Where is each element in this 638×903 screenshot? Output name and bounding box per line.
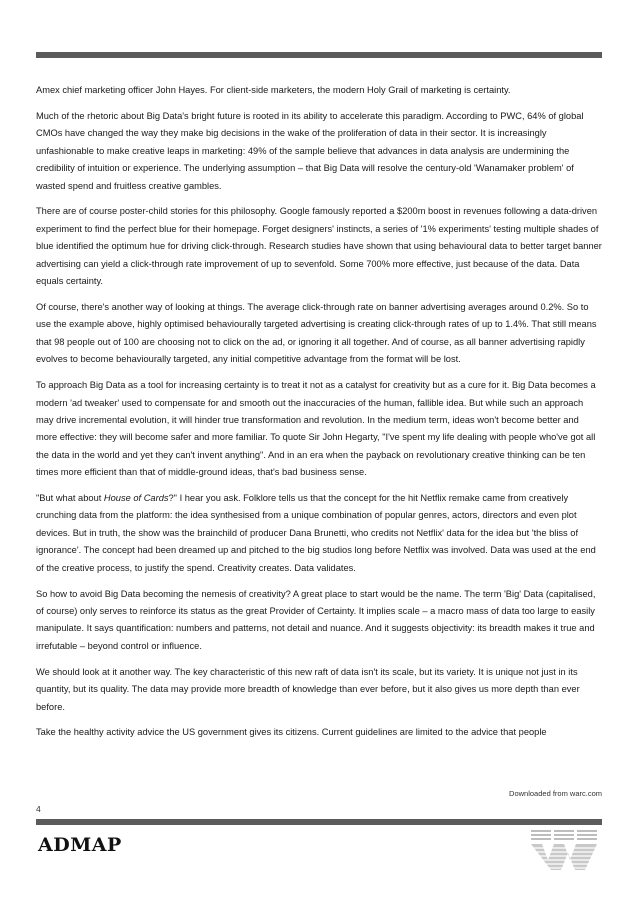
paragraph-3: There are of course poster-child stories for this philosophy. Google famously reported a $200m boost in revenues following a data-driven experiment to find the perfect blue for their homepage. Forget designers' instincts, a series of '1% experiments' testing multiple shades of blue identified the optimum hue for driving click-through. Research studies have shown that using behavioural data to better target banner advertising can yield a click-through rate improvement of up to sevenfold. Some 700% more effective, just because of the data. Data equals certainty.	[36, 206, 602, 287]
downloaded-from-note: Downloaded from warc.com	[509, 789, 602, 798]
title-house-of-cards: House of Cards	[103, 493, 169, 504]
admap-logo: ADMAP	[38, 834, 122, 856]
paragraph-8: We should look at it another way. The key characteristic of this new raft of data isn't its scale, but its variety. It is unique not just in its quantity, but its quality. The data may provide more breadth of knowledge than ever before, but it also gives us more depth than ever before.	[36, 666, 580, 712]
paragraph-7: So how to avoid Big Data becoming the nemesis of creativity? A great place to start would be the name. The term 'Big' Data (capitalised, of course) only serves to reinforce its status as the great Provider of Certainty. It implies scale – a macro mass of data too large to easily manipulate. It says quantification: numbers and patterns, not detail and nuance. And it suggests objectivity: its breadth makes it true and irrefutable – beyond control or influence.	[36, 588, 596, 651]
paragraph-6-rest: ?" I hear you ask. Folklore tells us that the concept for the hit Netflix remake came from creatively crunching data from the platform: the idea synthesised from a unique combination of popular genres, actors, directors and even plot devices. But in truth, the show was the brainchild of producer Dana Brunetti, who credits not Netflix' data for the idea but 'the bliss of ignorance'. The concept had been dreamed up and pitched to the big studios long before Netflix was involved. Data was used at the end of the creative process, to justify the spend. Creativity creates. Data validates.	[36, 493, 596, 573]
page-number: 4	[36, 804, 41, 814]
header-rule	[36, 52, 602, 58]
paragraph-6	[36, 490, 602, 577]
footer-rule	[36, 819, 602, 825]
article-body	[36, 82, 602, 750]
paragraph-4: Of course, there's another way of looking at things. The average click-through rate on banner advertising averages around 0.2%. So to use the example above, highly optimised behaviourally targeted advertising is creating click-through rates of up to 1.4%. That still means that 98 people out of 100 are choosing not to click on the ad, or ignoring it all together. And of course, as all banner advertising rapidly evolves to become behaviourally targeted, any initial competitive advantage from the format will be lost.	[36, 301, 597, 365]
quote-start: "But what about	[36, 493, 104, 504]
paragraph-1: Amex chief marketing officer John Hayes. For client-side marketers, the modern Holy Grail of marketing is certainty.	[36, 85, 511, 95]
paragraph-2: Much of the rhetoric about Big Data's bright future is rooted in its ability to accelerate this paradigm. According to PWC, 64% of global CMOs have changed the way they make big decisions in the wake of the proliferation of data in their sector. It is increasingly unfashionable to make creative leaps in marketing: 49% of the sample believe that advances in data analysis are undermining the credibility of intuition or experience. The underlying assumption – that Big Data will resolve the century-old 'Wanamaker problem' of wasted spend and fruitless creative gambles.	[36, 110, 584, 191]
paragraph-9: Take the healthy activity advice the US government gives its citizens. Current guidelines are limited to the advice that people	[36, 727, 547, 738]
warc-logo-icon	[527, 826, 601, 872]
paragraph-5: To approach Big Data as a tool for increasing certainty is to treat it not as a catalyst for creativity but as a cure for it. Big Data becomes a modern 'ad tweaker' used to compensate for and smooth out the inaccuracies of the human, fallible idea. But while such an approach may drive incremental evolution, it will hinder true transformation and revolution. In the medium term, ideas won't become better and more effective: they will become safer and more familiar. To quote Sir John Hegarty, "I've spent my life dealing with people who've got all the data in the world and yet they can't invent anything". And in an era when the payback on revolutionary creative thinking can be ten times more efficient than that of middle-ground ideas, that's bad business sense.	[36, 380, 596, 478]
